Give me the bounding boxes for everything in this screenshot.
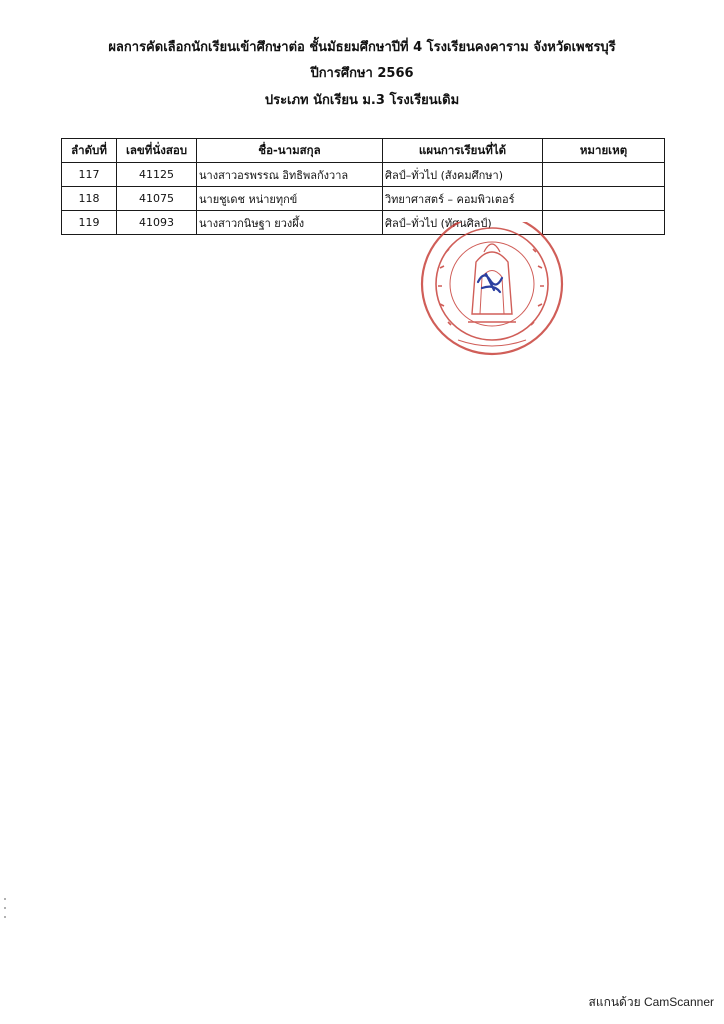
cell-note bbox=[543, 163, 665, 187]
column-header-plan: แผนการเรียนที่ได้ bbox=[383, 139, 543, 163]
cell-seat: 41075 bbox=[117, 187, 197, 211]
table-header-row bbox=[62, 139, 665, 163]
scan-artifact bbox=[2, 895, 8, 925]
table-row bbox=[62, 187, 665, 211]
cell-plan: วิทยาศาสตร์ – คอมพิวเตอร์ bbox=[383, 187, 543, 211]
cell-note bbox=[543, 187, 665, 211]
cell-plan: ศิลป์–ทั่วไป (ทัศนศิลป์) bbox=[383, 211, 543, 235]
cell-seat: 41125 bbox=[117, 163, 197, 187]
cell-seat: 41093 bbox=[117, 211, 197, 235]
cell-name: นางสาวกนิษฐา ยวงผึ้ง bbox=[197, 211, 383, 235]
cell-plan: ศิลป์–ทั่วไป (สังคมศึกษา) bbox=[383, 163, 543, 187]
school-seal-stamp bbox=[410, 222, 570, 372]
document-title: ผลการคัดเลือกนักเรียนเข้าศึกษาต่อ ชั้นมัธยมศึกษาปีที่ 4 โรงเรียนคงคาราม จังหวัดเพชรบุรี bbox=[108, 40, 616, 55]
table-row bbox=[62, 211, 665, 235]
results-table bbox=[61, 138, 665, 235]
cell-name: นางสาวอรพรรณ อิทธิพลกังวาล bbox=[197, 163, 383, 187]
academic-year: ปีการศึกษา 2566 bbox=[310, 66, 414, 81]
cell-no: 119 bbox=[62, 211, 117, 235]
cell-no: 118 bbox=[62, 187, 117, 211]
table-row bbox=[62, 163, 665, 187]
cell-name: นายชูเดช หน่ายทุกข์ bbox=[197, 187, 383, 211]
cell-no: 117 bbox=[62, 163, 117, 187]
column-header-seat: เลขที่นั่งสอบ bbox=[117, 139, 197, 163]
column-header-note: หมายเหตุ bbox=[543, 139, 665, 163]
column-header-name: ชื่อ-นามสกุล bbox=[197, 139, 383, 163]
column-header-no: ลำดับที่ bbox=[62, 139, 117, 163]
student-category: ประเภท นักเรียน ม.3 โรงเรียนเดิม bbox=[264, 93, 460, 108]
camscanner-watermark: สแกนด้วย CamScanner bbox=[588, 995, 714, 1009]
